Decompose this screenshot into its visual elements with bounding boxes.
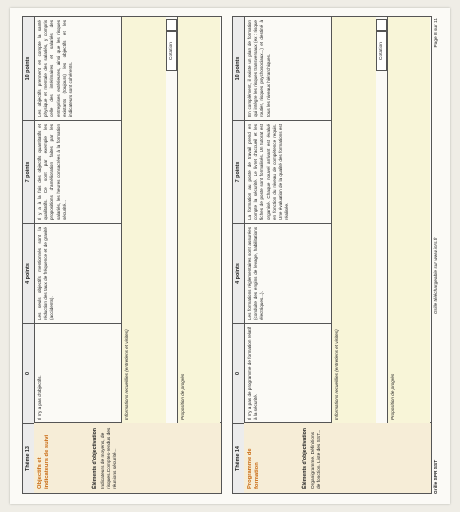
propositions-label: Proposition de progrès (390, 373, 395, 420)
criterion-cell-0: Il n'y a pas de programme de formation relatif à la sécurité. (244, 323, 332, 423)
document-page (10, 8, 450, 504)
criterion-cell-10: En complément, il existe un plan de formation qui intègre les risques transversaux (ex : risque routier, risques psychosociaux...) et destiné à tous les niveaux hiérarchiques. (244, 17, 332, 120)
elements-list: Indicateurs de moyens, de risques.Comptes-rendus des réunions sécurité... (100, 427, 119, 489)
propositions-band (177, 17, 220, 423)
informations-band (122, 17, 167, 423)
elements-heading: Éléments d'objectivation (92, 428, 99, 489)
rotated-content (10, 8, 450, 504)
informations-label: Informations recueillies (entretiens et visites) (124, 329, 129, 420)
propositions-band (387, 17, 430, 423)
column-0: 0 (233, 323, 244, 423)
criterion-cell-4: Les formations réglementaires sont assurées (conduite des engins de levage, habilitations électriques...). (244, 223, 332, 323)
footer-middle: Grille téléchargeable sur www.inrs.fr (434, 237, 439, 314)
spacer-band (166, 17, 177, 423)
column-4-points: 4 points (233, 223, 244, 323)
page-number: Page 8 sur 11 (434, 18, 439, 48)
criterion-cell-10: Les objectifs prennent en compte la santé physique et mentale des salariés, y compris celle des intérimaires et salariés des entreprises extérieures, ainsi que les risques existants (toujours) les objectifs et les indicateurs sont cohérents. (34, 17, 122, 120)
column-0: 0 (23, 323, 34, 423)
column-7-points: 7 points (233, 120, 244, 223)
informations-band (332, 17, 377, 423)
criterion-cell-0: Il n'y a pas d'objectifs. (34, 323, 122, 423)
theme-14-title: Programme de formation (247, 448, 261, 489)
cotation-box[interactable] (166, 19, 177, 31)
criterion-cell-7: La formation au poste de travail prend en compte la sécurité. Le livret d'accueil et les fiches de poste sont formalisés. Un tutorat est organisé. Chaque nouvel arrivant est évalué en fonction du niveau de compétence requis. Une évaluation de la qualité des formations est réalisée. (244, 120, 332, 223)
theme-13-label: Thème 13 (23, 423, 34, 493)
spacer-band (376, 17, 387, 423)
theme-14-side (244, 422, 431, 493)
column-4-points: 4 points (23, 223, 34, 323)
footer-left: Grille SPR SST (434, 459, 439, 494)
page-footer (434, 18, 444, 494)
theme-14-label: Thème 14 (233, 423, 244, 493)
propositions-label: Proposition de progrès (180, 373, 185, 420)
column-7-points: 7 points (23, 120, 34, 223)
column-10-points: 10 points (25, 56, 31, 81)
informations-label: Informations recueillies (entretiens et visites) (334, 329, 339, 420)
theme-13-table (22, 16, 222, 494)
theme-13-side (34, 422, 221, 493)
column-10-points: 10 points (235, 56, 241, 81)
cotation-box[interactable] (376, 19, 387, 31)
theme-13-title: Objectifs et indicateurs de suivi (37, 434, 51, 489)
criterion-cell-4: Les seuls objectifs mentionnés sont la réduction des taux de fréquence et de gravité (accidents). (34, 223, 122, 323)
elements-heading: Éléments d'objectivation (302, 428, 309, 489)
cotation-label: Cotation (376, 31, 387, 71)
cotation-label: Cotation (166, 31, 177, 71)
criterion-cell-7: Il y a à la fois des objectifs quantitatifs et qualitatifs. Ce sont par exemple les propositions d'amélioration faites par les salariés, les heures consacrées à la formation sécurité... (34, 120, 122, 223)
theme-14-table (232, 16, 432, 494)
elements-list: Organigramme. Définitions de fonction. Liste des SST... (310, 429, 323, 489)
